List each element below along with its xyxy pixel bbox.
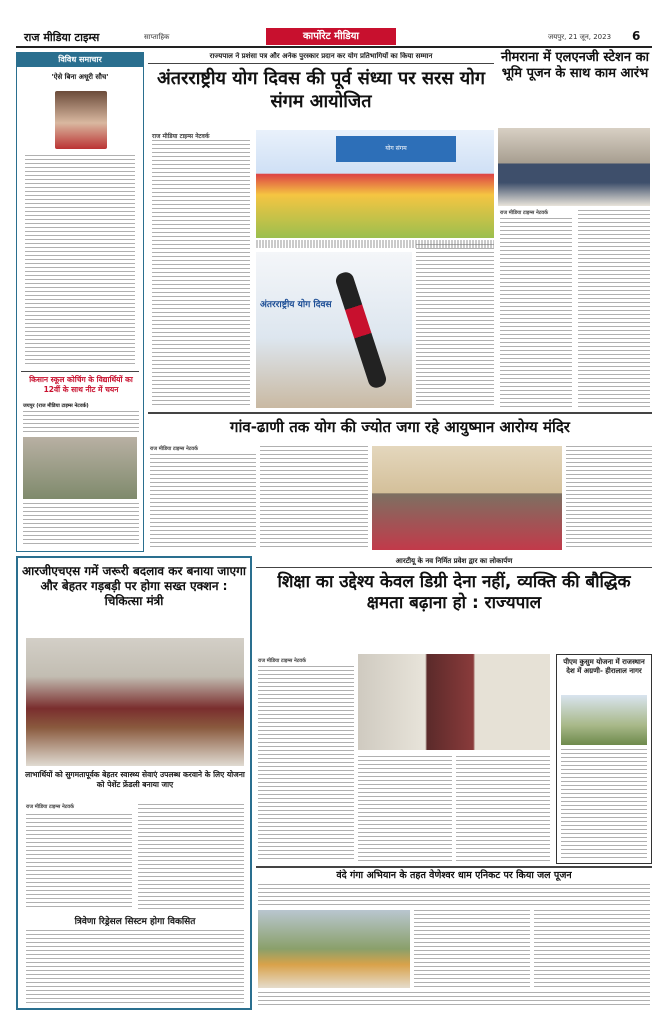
arogya-headline: गांव-ढाणी तक योग की ज्योत जगा रहे आयुष्मान आरोग्य मंदिर	[230, 418, 570, 436]
rghs-headline: आरजीएचएस गमें जरूरी बदलाव कर बनाया जाएगा और बेहतर गड़बड़ी पर होगा सख्त एक्शन : चिकित्सा मंत्री	[22, 564, 246, 608]
kusum-headline: पीएम कुसुम योजना में राजस्थान देश में अग्रणी- हीरालाल नागर	[563, 658, 645, 676]
masthead	[16, 28, 652, 48]
yogi-figure	[334, 270, 388, 390]
kusum-photo	[561, 695, 647, 745]
poem-text	[25, 155, 135, 365]
arogya-col-2	[260, 446, 368, 550]
kisan-text	[23, 411, 139, 433]
neemrana-col-2	[578, 210, 650, 408]
neemrana-headline: नीमराना में एलएनजी स्टेशन का भूमि पूजन के साथ काम आरंभ	[501, 50, 649, 82]
yoga-banner: अंतरराष्ट्रीय योग दिवस	[260, 300, 332, 310]
rghs-box	[16, 556, 252, 1010]
ganga-text-1	[258, 884, 650, 906]
rajyapal-col-1	[258, 666, 354, 862]
yoga-banner-small: योग संगम	[336, 136, 456, 162]
kisan-photo	[23, 437, 137, 499]
page-number: 6	[632, 29, 641, 43]
rajyapal-headline: शिक्षा का उद्देश्य केवल डिग्री देना नहीं, व्यक्ति की बौद्धिक क्षमता बढ़ाना हो : राज्यपाल	[277, 572, 631, 614]
kusum-box	[556, 654, 652, 864]
rghs-col-2	[138, 804, 244, 910]
neemrana-byline: राज मीडिया टाइम्स नेटवर्क	[500, 210, 548, 216]
ganga-col-1	[414, 910, 530, 988]
yoga-col-1	[152, 140, 250, 405]
ganga-headline: वंदे गंगा अभियान के तहत वेणेश्वर धाम एनिकट पर किया जल पूजन	[336, 870, 572, 881]
poem-column-header: विविध समाचार	[17, 53, 143, 67]
arogya-byline: राज मीडिया टाइम्स नेटवर्क	[150, 446, 198, 452]
neemrana-photo	[498, 128, 650, 206]
arogya-col-3	[566, 446, 652, 550]
yoga-byline: राज मीडिया टाइम्स नेटवर्क	[152, 133, 210, 140]
paper-name: राज मीडिया टाइम्स	[24, 31, 100, 44]
rghs-photo	[26, 638, 244, 766]
top-strap: राज्यपाल ने प्रशंसा पत्र और अनेक पुरस्कार प्रदान कर योग प्रतिभागियों का किया सम्मान	[209, 52, 433, 60]
arogya-col-1	[150, 454, 256, 550]
yoga-photo-2	[256, 252, 412, 408]
rghs-subhead: लाभार्थियों को सुगमतापूर्वक बेहतर स्वास्थ्य सेवाएं उपलब्ध करवाने के लिए योजना को पेशेंट फ्रेंडली बनाया जाए	[25, 770, 245, 789]
rajyapal-col-3	[456, 756, 550, 862]
kisan-headline: किसान स्कूल कोचिंग के विद्यार्थियों का 12वीं के साथ नीट में चयन	[29, 375, 133, 394]
rajyapal-byline: राज मीडिया टाइम्स नेटवर्क	[258, 658, 306, 664]
poem-column	[16, 52, 144, 552]
ganga-col-2	[534, 910, 650, 988]
rajyapal-strap: आरटीयू के नव निर्मित प्रवेश द्वार का लोकार्पण	[395, 557, 513, 565]
kusum-text	[561, 749, 647, 859]
yoga-headline: अंतरराष्ट्रीय योग दिवस की पूर्व संध्या पर सरस योग संगम आयोजित	[156, 68, 486, 112]
dateline: जयपुर, 21 जून, 2023	[548, 33, 612, 41]
rghs-col-1	[26, 814, 132, 910]
poet-photo	[55, 91, 107, 149]
edition-label: साप्ताहिक	[144, 33, 170, 41]
yoga-col-3	[416, 244, 494, 406]
kisan-dateline: जयपुर (राज मीडिया टाइम्स नेटवर्क)	[23, 403, 89, 409]
neemrana-col-1	[500, 218, 572, 408]
rghs-col-3	[26, 930, 244, 1004]
rajyapal-photo	[358, 654, 550, 750]
kisan-text-2	[23, 503, 139, 547]
arogya-photo	[372, 446, 562, 550]
rghs-byline: राज मीडिया टाइम्स नेटवर्क	[26, 804, 74, 810]
rajyapal-col-2	[358, 756, 452, 862]
section-label: कार्पोरेट मीडिया	[266, 28, 396, 45]
rghs-subhead-2: त्रिवेणा रिड्रेसल सिस्टम होगा विकसित	[74, 917, 196, 927]
ganga-text-bottom	[258, 992, 650, 1006]
ganga-photo	[258, 910, 410, 988]
poem-title: 'ऐसे बिना अधूरी सौच'	[51, 73, 109, 81]
yoga-photo-1	[256, 130, 494, 238]
